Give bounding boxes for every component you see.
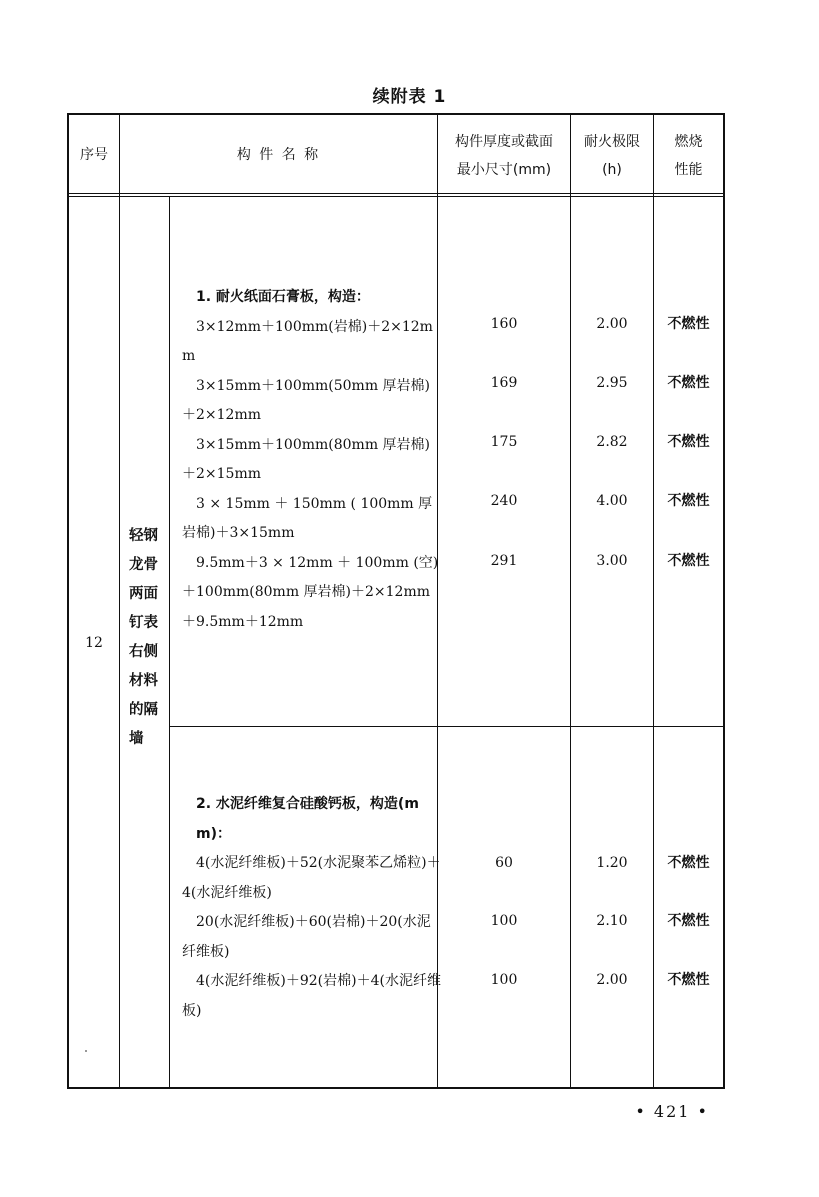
material-line: 轻钢 bbox=[129, 528, 158, 544]
group1-item-desc: 3×15mm＋100mm(80mm 厚岩棉)＋2×15mm bbox=[182, 436, 431, 482]
thickness-value: 240 bbox=[490, 493, 518, 509]
thickness-value: 291 bbox=[490, 553, 518, 569]
material-line: 钉表 bbox=[129, 615, 158, 631]
table-right-border bbox=[723, 113, 725, 1089]
group1-heading: 1. 耐火纸面石膏板，构造： bbox=[196, 289, 370, 305]
group2-heading: 2. 水泥纤维复合硅酸钙板，构造(mm)： bbox=[196, 796, 419, 842]
material-label bbox=[129, 522, 169, 754]
header-thickness-2: 最小尺寸(mm) bbox=[456, 162, 552, 178]
header-separator-2 bbox=[67, 196, 725, 197]
group2-item-desc: 4(水泥纤维板)＋92(岩棉)＋4(水泥纤维板) bbox=[182, 973, 441, 1019]
thickness-value: 100 bbox=[490, 913, 518, 929]
header-name: 构 件 名 称 bbox=[236, 147, 321, 163]
thickness-value: 60 bbox=[495, 855, 513, 871]
group1-item-desc: 3×12mm＋100mm(岩棉)＋2×12mm bbox=[182, 318, 433, 364]
limit-value: 3.00 bbox=[596, 553, 628, 569]
burn-value: 不燃性 bbox=[667, 553, 710, 569]
col-divider-thickness bbox=[570, 113, 571, 1089]
limit-value: 2.00 bbox=[596, 316, 628, 332]
group2-description bbox=[182, 790, 442, 1026]
table-left-border bbox=[67, 113, 69, 1089]
material-line: 墙 bbox=[129, 731, 144, 747]
header-burn-2: 性能 bbox=[674, 162, 703, 178]
limit-value: 1.20 bbox=[596, 855, 628, 871]
burn-value: 不燃性 bbox=[667, 434, 710, 450]
table-bottom-border bbox=[67, 1087, 725, 1089]
material-line: 两面 bbox=[129, 586, 158, 602]
burn-value: 不燃性 bbox=[667, 316, 710, 332]
limit-value: 4.00 bbox=[596, 493, 628, 509]
header-thickness-1: 构件厚度或截面 bbox=[455, 134, 553, 150]
header-limit-2: (h) bbox=[602, 162, 622, 178]
group-separator bbox=[169, 726, 725, 727]
burn-value: 不燃性 bbox=[667, 855, 710, 871]
group1-item-desc: 9.5mm＋3 × 12mm ＋ 100mm (空)＋100mm(80mm 厚岩棉)＋2×12mm＋9.5mm＋12mm bbox=[182, 554, 439, 630]
header-limit-1: 耐火极限 bbox=[584, 134, 640, 150]
limit-value: 2.10 bbox=[596, 913, 628, 929]
page-number: • 421 • bbox=[635, 1102, 709, 1121]
thickness-value: 175 bbox=[490, 434, 518, 450]
header-separator bbox=[67, 193, 725, 194]
burn-value: 不燃性 bbox=[667, 493, 710, 509]
thickness-value: 169 bbox=[490, 375, 518, 391]
group2-item-desc: 20(水泥纤维板)＋60(岩棉)＋20(水泥纤维板) bbox=[182, 914, 431, 960]
material-line: 材料 bbox=[129, 673, 158, 689]
limit-value: 2.95 bbox=[596, 375, 628, 391]
group2-item-desc: 4(水泥纤维板)＋52(水泥聚苯乙烯粒)＋4(水泥纤维板) bbox=[182, 855, 441, 901]
limit-value: 2.82 bbox=[596, 434, 628, 450]
group1-item-desc: 3×15mm＋100mm(50mm 厚岩棉)＋2×12mm bbox=[182, 377, 431, 423]
thickness-value: 100 bbox=[490, 972, 518, 988]
header-burn-1: 燃烧 bbox=[674, 134, 703, 150]
table-title: 续附表 1 bbox=[372, 87, 447, 107]
material-line: 右侧 bbox=[129, 644, 158, 660]
material-line: 的隔 bbox=[129, 702, 158, 718]
col-divider-limit bbox=[653, 113, 654, 1089]
limit-value: 2.00 bbox=[596, 972, 628, 988]
group1-item-desc: 3 × 15mm ＋ 150mm ( 100mm 厚岩棉)＋3×15mm bbox=[182, 495, 433, 541]
header-no: 序号 bbox=[80, 147, 108, 163]
material-line: 龙骨 bbox=[129, 557, 158, 573]
col-divider-no bbox=[119, 113, 120, 1089]
burn-value: 不燃性 bbox=[667, 913, 710, 929]
row-number: 12 bbox=[85, 635, 103, 651]
group1-description bbox=[182, 283, 442, 637]
burn-value: 不燃性 bbox=[667, 375, 710, 391]
burn-value: 不燃性 bbox=[667, 972, 710, 988]
thickness-value: 160 bbox=[490, 316, 518, 332]
fire-resistance-table bbox=[67, 113, 725, 1089]
scan-speck bbox=[85, 1050, 87, 1052]
table-top-border bbox=[67, 113, 725, 115]
col-divider-material bbox=[169, 196, 170, 1089]
